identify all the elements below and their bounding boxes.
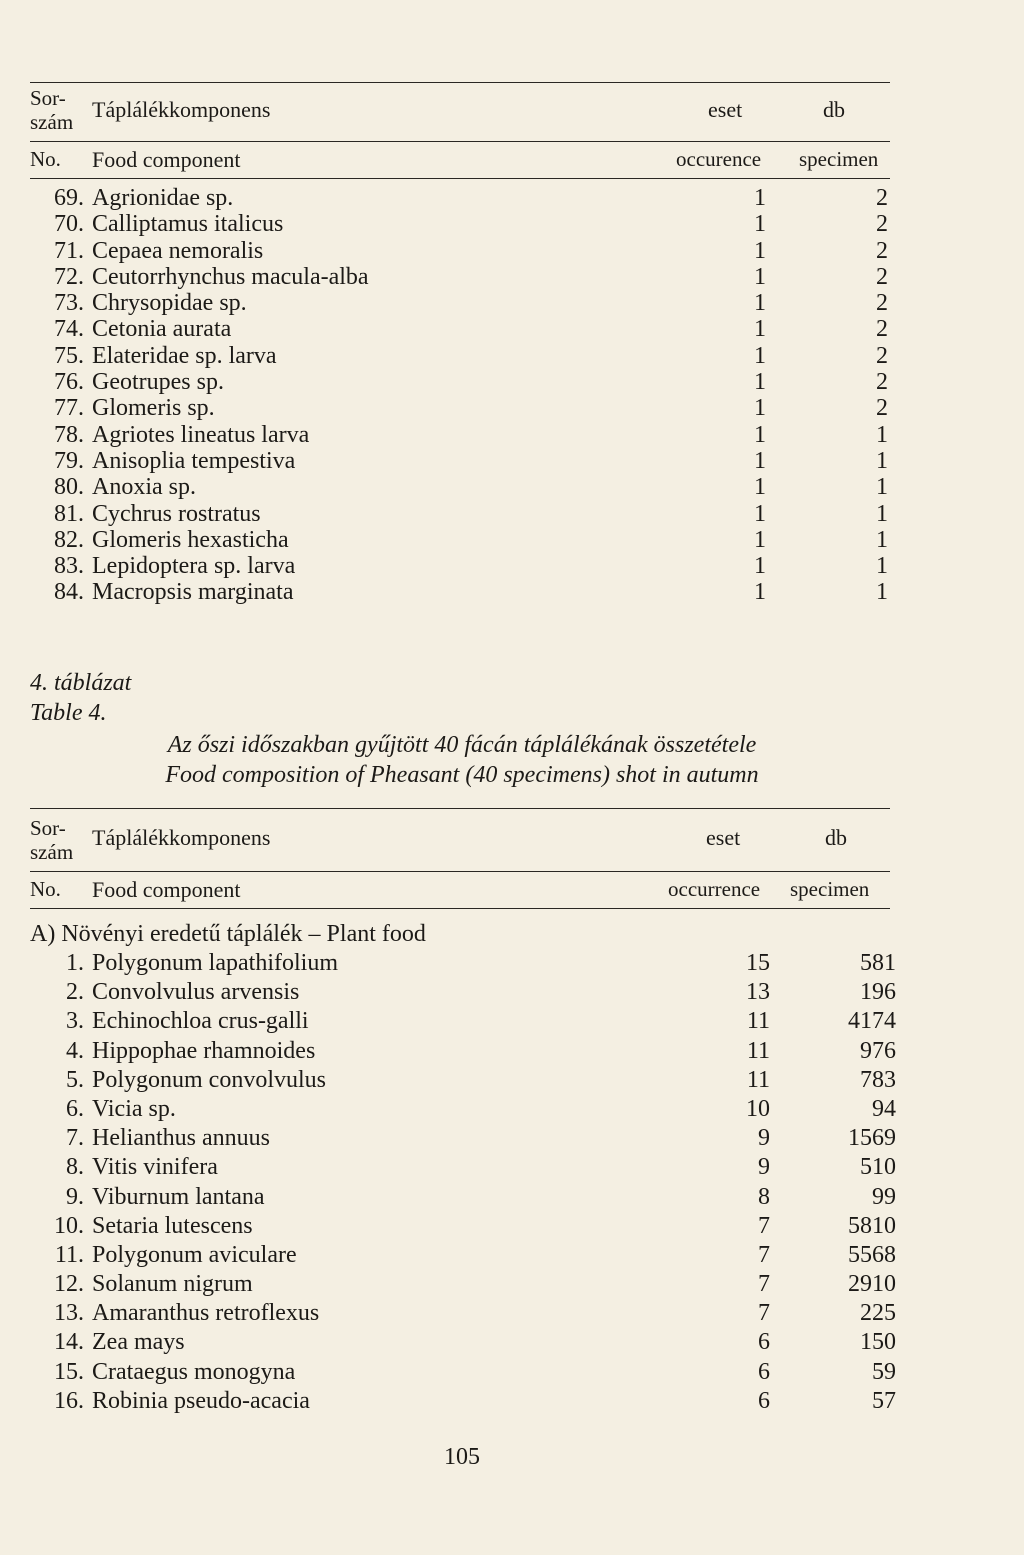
table-row <box>30 1007 896 1036</box>
row-eset: 9 <box>758 1125 770 1152</box>
table-row <box>30 316 890 342</box>
row-db: 2 <box>876 369 888 396</box>
row-number: 10. <box>54 1212 84 1239</box>
row-db: 1 <box>876 421 888 448</box>
row-number: 8. <box>66 1154 84 1181</box>
row-number: 82. <box>54 526 84 553</box>
table-1 <box>30 82 890 606</box>
table-row <box>30 978 896 1007</box>
header-specimen: specimen <box>790 877 870 901</box>
table-row <box>30 185 890 211</box>
row-food-component: Robinia pseudo-acacia <box>92 1387 310 1414</box>
row-eset: 6 <box>758 1358 770 1385</box>
header-occurrence: occurence <box>676 147 762 171</box>
table-row <box>30 1183 896 1212</box>
row-number: 84. <box>54 579 84 606</box>
table-1-header-hu <box>30 83 890 141</box>
row-db: 1 <box>876 553 888 580</box>
row-food-component: Vicia sp. <box>92 1095 176 1122</box>
row-eset: 1 <box>754 395 766 422</box>
table-title-en: Food composition of Pheasant (40 specimens) shot in autumn <box>165 762 759 788</box>
row-food-component: Cychrus rostratus <box>92 500 261 527</box>
row-food-component: Anisoplia tempestiva <box>92 447 296 474</box>
header-eset: eset <box>708 97 743 122</box>
table-label-en: Table 4. <box>30 700 107 726</box>
row-eset: 7 <box>758 1300 770 1327</box>
row-number: 76. <box>54 369 84 396</box>
row-number: 1. <box>66 950 84 976</box>
row-food-component: Glomeris hexasticha <box>92 526 289 553</box>
table-row <box>30 527 890 553</box>
row-number: 71. <box>54 237 84 264</box>
row-food-component: Lepidoptera sp. larva <box>92 553 296 580</box>
row-eset: 6 <box>758 1329 770 1356</box>
table-title-hu: Az őszi időszakban gyűjtött 40 fácán táplálékának összetétele <box>167 732 757 758</box>
header-no: No. <box>30 877 61 901</box>
row-number: 12. <box>54 1271 84 1298</box>
row-db: 196 <box>860 979 896 1006</box>
row-food-component: Echinochloa crus-galli <box>92 1008 309 1035</box>
header-food-component: Food component <box>92 877 241 902</box>
row-number: 6. <box>66 1095 84 1122</box>
table-row <box>30 290 890 316</box>
row-eset: 15 <box>746 950 770 976</box>
row-number: 14. <box>54 1329 84 1356</box>
row-number: 73. <box>54 290 84 317</box>
row-db: 1 <box>876 500 888 527</box>
header-db: db <box>825 825 847 850</box>
table-1-body-rule <box>30 178 890 179</box>
row-db: 2 <box>876 263 888 290</box>
table-row <box>30 448 890 474</box>
table-row <box>30 1153 896 1182</box>
row-number: 69. <box>54 185 84 211</box>
row-number: 3. <box>66 1008 84 1035</box>
row-number: 79. <box>54 447 84 474</box>
row-db: 57 <box>872 1387 896 1414</box>
table-row <box>30 1241 896 1270</box>
row-number: 2. <box>66 979 84 1006</box>
table-1-body <box>30 185 890 606</box>
table-row <box>30 1387 896 1416</box>
row-number: 16. <box>54 1387 84 1414</box>
table-2-body-rule <box>30 908 890 909</box>
header-sor-szam: Sor- szám <box>30 86 74 134</box>
row-food-component: Chrysopidae sp. <box>92 290 247 317</box>
header-eset: eset <box>706 825 741 850</box>
row-number: 81. <box>54 500 84 527</box>
table-row <box>30 238 890 264</box>
row-db: 2 <box>876 395 888 422</box>
row-eset: 1 <box>754 263 766 290</box>
row-db: 225 <box>860 1300 896 1327</box>
header-occurrence: occurrence <box>668 877 761 901</box>
row-eset: 1 <box>754 500 766 527</box>
row-db: 59 <box>872 1358 896 1385</box>
row-eset: 11 <box>746 1008 770 1035</box>
table-row <box>30 1095 896 1124</box>
row-eset: 1 <box>754 211 766 238</box>
header-specimen: specimen <box>799 147 879 171</box>
row-food-component: Zea mays <box>92 1329 185 1356</box>
row-db: 4174 <box>848 1008 896 1035</box>
header-taplalekkomponens: Táplálékkomponens <box>92 825 271 850</box>
table-2 <box>30 808 896 1416</box>
row-food-component: Vitis vinifera <box>92 1154 218 1181</box>
row-number: 9. <box>66 1183 84 1210</box>
row-food-component: Geotrupes sp. <box>92 369 224 396</box>
row-food-component: Anoxia sp. <box>92 474 196 501</box>
row-food-component: Agrionidae sp. <box>92 185 234 211</box>
table-row <box>30 422 890 448</box>
table-row <box>30 395 890 421</box>
row-food-component: Polygonum aviculare <box>92 1241 297 1268</box>
row-food-component: Solanum nigrum <box>92 1271 253 1298</box>
table-2-header-en <box>30 872 890 908</box>
table-row <box>30 1299 896 1328</box>
row-food-component: Calliptamus italicus <box>92 211 284 238</box>
table-row <box>30 949 896 978</box>
table-row <box>30 1124 896 1153</box>
row-eset: 1 <box>754 369 766 396</box>
row-eset: 1 <box>754 553 766 580</box>
table-row <box>30 1328 896 1357</box>
row-eset: 1 <box>754 342 766 369</box>
row-db: 2 <box>876 211 888 238</box>
row-food-component: Hippophae rhamnoides <box>92 1037 316 1064</box>
row-food-component: Polygonum lapathifolium <box>92 950 338 976</box>
row-db: 510 <box>860 1154 896 1181</box>
row-db: 1569 <box>848 1125 896 1152</box>
row-db: 1 <box>876 447 888 474</box>
header-taplalekkomponens: Táplálékkomponens <box>92 97 271 122</box>
row-number: 72. <box>54 263 84 290</box>
row-number: 13. <box>54 1300 84 1327</box>
page-number: 105 <box>444 1444 480 1470</box>
row-eset: 6 <box>758 1387 770 1414</box>
row-db: 2 <box>876 237 888 264</box>
row-eset: 1 <box>754 526 766 553</box>
row-eset: 8 <box>758 1183 770 1210</box>
row-db: 2 <box>876 316 888 343</box>
row-food-component: Cetonia aurata <box>92 316 232 343</box>
row-db: 94 <box>872 1095 896 1122</box>
row-db: 1 <box>876 526 888 553</box>
row-eset: 7 <box>758 1241 770 1268</box>
row-number: 11. <box>54 1241 84 1268</box>
row-number: 77. <box>54 395 84 422</box>
row-eset: 7 <box>758 1271 770 1298</box>
row-eset: 1 <box>754 447 766 474</box>
row-eset: 1 <box>754 421 766 448</box>
row-db: 2910 <box>848 1271 896 1298</box>
row-food-component: Agriotes lineatus larva <box>92 421 310 448</box>
header-food-component: Food component <box>92 147 241 172</box>
row-eset: 7 <box>758 1212 770 1239</box>
row-number: 5. <box>66 1066 84 1093</box>
row-eset: 1 <box>754 185 766 211</box>
table-row <box>30 1358 896 1387</box>
row-eset: 10 <box>746 1095 770 1122</box>
table-row <box>30 343 890 369</box>
row-food-component: Ceutorrhynchus macula-alba <box>92 263 369 290</box>
table-row <box>30 474 890 500</box>
row-food-component: Helianthus annuus <box>92 1125 270 1152</box>
row-eset: 1 <box>754 290 766 317</box>
row-db: 1 <box>876 474 888 501</box>
row-food-component: Polygonum convolvulus <box>92 1066 327 1093</box>
table-row <box>30 211 890 237</box>
header-db: db <box>823 97 845 122</box>
row-eset: 13 <box>746 979 770 1006</box>
row-eset: 1 <box>754 316 766 343</box>
table-row <box>30 1212 896 1241</box>
row-eset: 1 <box>754 474 766 501</box>
row-db: 2 <box>876 290 888 317</box>
row-food-component: Amaranthus retroflexus <box>92 1300 320 1327</box>
row-number: 74. <box>54 316 84 343</box>
row-db: 2 <box>876 185 888 211</box>
row-db: 976 <box>860 1037 896 1064</box>
header-sor-szam: Sor- szám <box>30 816 74 864</box>
table-row <box>30 553 890 579</box>
table-row <box>30 369 890 395</box>
row-db: 783 <box>860 1066 896 1093</box>
row-food-component: Cepaea nemoralis <box>92 237 264 264</box>
row-food-component: Glomeris sp. <box>92 395 215 422</box>
row-food-component: Convolvulus arvensis <box>92 979 300 1006</box>
row-food-component: Setaria lutescens <box>92 1212 253 1239</box>
table-row <box>30 264 890 290</box>
row-number: 7. <box>66 1125 84 1152</box>
table-row <box>30 1037 896 1066</box>
header-no: No. <box>30 147 61 171</box>
row-number: 75. <box>54 342 84 369</box>
table-1-header-en <box>30 142 890 178</box>
table-row <box>30 1066 896 1095</box>
row-food-component: Macropsis marginata <box>92 579 294 606</box>
table-row <box>30 1270 896 1299</box>
row-db: 1 <box>876 579 888 606</box>
row-db: 2 <box>876 342 888 369</box>
row-food-component: Elateridae sp. larva <box>92 342 277 369</box>
row-number: 78. <box>54 421 84 448</box>
row-eset: 1 <box>754 579 766 606</box>
section-plant-food: A) Növényi eredetű táplálék – Plant food <box>30 921 426 947</box>
row-db: 99 <box>872 1183 896 1210</box>
row-eset: 9 <box>758 1154 770 1181</box>
table-row <box>30 501 890 527</box>
row-number: 80. <box>54 474 84 501</box>
row-number: 4. <box>66 1037 84 1064</box>
row-eset: 1 <box>754 237 766 264</box>
row-number: 83. <box>54 553 84 580</box>
table-2-body <box>30 949 896 1416</box>
row-db: 5810 <box>848 1212 896 1239</box>
row-eset: 11 <box>746 1066 770 1093</box>
row-food-component: Viburnum lantana <box>92 1183 265 1210</box>
row-db: 5568 <box>848 1241 896 1268</box>
row-db: 581 <box>860 950 896 976</box>
table-row <box>30 579 890 605</box>
row-number: 70. <box>54 211 84 238</box>
table-label-hu: 4. táblázat <box>30 670 132 696</box>
table-2-header-hu <box>30 809 890 871</box>
row-eset: 11 <box>746 1037 770 1064</box>
row-number: 15. <box>54 1358 84 1385</box>
row-db: 150 <box>860 1329 896 1356</box>
row-food-component: Crataegus monogyna <box>92 1358 296 1385</box>
